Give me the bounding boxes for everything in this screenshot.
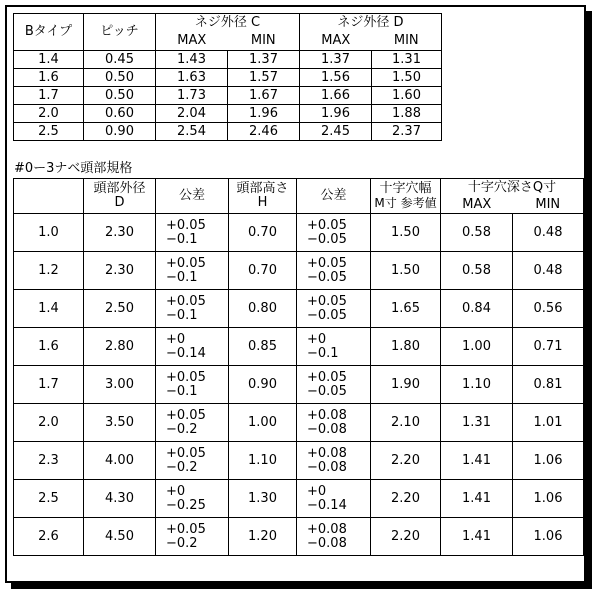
tolerance-h-cell	[297, 366, 371, 404]
tolerance-minus: −0.2	[166, 421, 198, 437]
cross-width-cell: 2.20	[371, 480, 441, 518]
cross-depth-min-cell: 1.06	[513, 480, 584, 518]
tolerance-d-cell	[156, 328, 229, 366]
table-cell: 1.4	[14, 51, 84, 69]
cross-width-cell: 1.50	[371, 252, 441, 290]
table-cell: 1.88	[372, 105, 442, 123]
cross-depth-min-cell: 1.06	[513, 518, 584, 556]
header-q-min: MIN	[513, 196, 584, 214]
tolerance-d-cell	[156, 442, 229, 480]
tolerance-h-cell	[297, 290, 371, 328]
header-pitch: ピッチ	[84, 14, 156, 51]
cross-width-cell: 2.20	[371, 518, 441, 556]
tolerance-d-cell	[156, 290, 229, 328]
tolerance-plus: +0.05	[166, 217, 206, 233]
table-row	[14, 87, 442, 105]
header-c-min: MIN	[228, 32, 300, 51]
table-cell: 0.60	[84, 105, 156, 123]
cross-depth-min-cell: 0.48	[513, 252, 584, 290]
head-height-cell: 0.70	[229, 252, 297, 290]
cross-depth-min-cell: 0.71	[513, 328, 584, 366]
header-q-max: MAX	[441, 196, 513, 214]
tolerance-plus: +0	[307, 483, 327, 499]
cross-depth-max-cell: 1.31	[441, 404, 513, 442]
table-cell: 0.90	[84, 123, 156, 141]
head-diameter-cell: 3.50	[84, 404, 156, 442]
cross-depth-max-cell: 1.10	[441, 366, 513, 404]
tolerance-plus: +0.05	[307, 255, 347, 271]
cross-width-cell: 1.80	[371, 328, 441, 366]
head-diameter-cell: 4.30	[84, 480, 156, 518]
tolerance-d-cell	[156, 214, 229, 252]
size-cell: 2.5	[14, 480, 84, 518]
table-cell: 1.50	[372, 69, 442, 87]
head-diameter-cell: 4.50	[84, 518, 156, 556]
size-cell: 2.3	[14, 442, 84, 480]
size-cell: 1.2	[14, 252, 84, 290]
cross-depth-max-cell: 0.58	[441, 214, 513, 252]
table-cell: 1.57	[228, 69, 300, 87]
header-head-height-label: 頭部高さ	[236, 181, 289, 196]
head-height-cell: 0.85	[229, 328, 297, 366]
table-cell: 2.45	[300, 123, 372, 141]
table-cell: 1.56	[300, 69, 372, 87]
cross-width-cell: 1.90	[371, 366, 441, 404]
cross-depth-max-cell: 1.00	[441, 328, 513, 366]
tolerance-minus: −0.1	[307, 345, 339, 361]
table-row	[14, 123, 442, 141]
size-cell: 2.0	[14, 404, 84, 442]
head-height-cell: 1.00	[229, 404, 297, 442]
head-diameter-cell: 4.00	[84, 442, 156, 480]
table-row	[14, 51, 442, 69]
tolerance-plus: +0.05	[166, 407, 206, 423]
table-cell: 2.37	[372, 123, 442, 141]
table-cell: 1.96	[300, 105, 372, 123]
header-cross-width	[371, 179, 441, 214]
table-cell: 1.6	[14, 69, 84, 87]
table-cell: 1.37	[228, 51, 300, 69]
table-row	[14, 442, 584, 480]
tolerance-plus: +0.05	[307, 293, 347, 309]
head-diameter-cell: 2.30	[84, 214, 156, 252]
table-row	[14, 105, 442, 123]
header-c-max: MAX	[156, 32, 228, 51]
header-outer-diameter-d: ネジ外径 D	[300, 14, 442, 33]
cross-depth-max-cell: 0.58	[441, 252, 513, 290]
tolerance-plus: +0.08	[307, 407, 347, 423]
tolerance-d-cell	[156, 252, 229, 290]
tolerance-plus: +0.05	[307, 369, 347, 385]
tolerance-minus: −0.14	[307, 497, 347, 513]
header-head-height-symbol: H	[257, 195, 268, 210]
head-height-cell: 0.80	[229, 290, 297, 328]
table-row	[14, 69, 442, 87]
head-diameter-cell: 2.80	[84, 328, 156, 366]
tolerance-minus: −0.05	[307, 269, 347, 285]
tolerance-minus: −0.25	[166, 497, 206, 513]
tolerance-minus: −0.08	[307, 535, 347, 551]
cross-width-cell: 1.65	[371, 290, 441, 328]
head-diameter-cell: 2.50	[84, 290, 156, 328]
tolerance-minus: −0.1	[166, 231, 198, 247]
header-cross-width-label: 十字穴幅	[379, 180, 432, 196]
tolerance-h-cell	[297, 328, 371, 366]
table-cell: 2.54	[156, 123, 228, 141]
table-row	[14, 404, 584, 442]
tolerance-d-cell	[156, 518, 229, 556]
tolerance-minus: −0.05	[307, 383, 347, 399]
header-tolerance-h: 公差	[297, 179, 371, 214]
table-row	[14, 328, 584, 366]
tolerance-plus: +0.05	[166, 293, 206, 309]
tolerance-minus: −0.2	[166, 459, 198, 475]
cross-depth-min-cell: 1.06	[513, 442, 584, 480]
table-row	[14, 214, 584, 252]
table-cell: 1.67	[228, 87, 300, 105]
tolerance-h-cell	[297, 442, 371, 480]
header-b-type: Bタイプ	[14, 14, 84, 51]
tolerance-minus: −0.05	[307, 231, 347, 247]
cross-width-cell: 2.10	[371, 404, 441, 442]
tolerance-h-cell	[297, 252, 371, 290]
header-tolerance-d: 公差	[156, 179, 229, 214]
cross-depth-max-cell: 0.84	[441, 290, 513, 328]
cross-depth-max-cell: 1.41	[441, 480, 513, 518]
table-row	[14, 366, 584, 404]
header-cross-depth: 十字穴深さQ寸	[441, 179, 584, 197]
tolerance-plus: +0.05	[166, 369, 206, 385]
tolerance-minus: −0.1	[166, 307, 198, 323]
section-caption: #0ー3ナベ頭部規格	[14, 161, 133, 176]
tolerance-d-cell	[156, 404, 229, 442]
tolerance-minus: −0.2	[166, 535, 198, 551]
head-height-cell: 1.10	[229, 442, 297, 480]
tolerance-minus: −0.08	[307, 421, 347, 437]
tolerance-plus: +0.05	[166, 445, 206, 461]
cross-width-cell: 1.50	[371, 214, 441, 252]
header-head-height	[229, 179, 297, 214]
table-cell: 0.50	[84, 69, 156, 87]
table-cell: 1.37	[300, 51, 372, 69]
table-cell: 1.7	[14, 87, 84, 105]
head-diameter-cell: 3.00	[84, 366, 156, 404]
table-cell: 1.31	[372, 51, 442, 69]
cross-width-cell: 2.20	[371, 442, 441, 480]
tolerance-plus: +0.05	[166, 521, 206, 537]
head-height-cell: 1.20	[229, 518, 297, 556]
table-cell: 2.0	[14, 105, 84, 123]
table-cell: 1.73	[156, 87, 228, 105]
header-cross-width-sub: M寸 参考値	[374, 195, 437, 210]
table-cell: 2.5	[14, 123, 84, 141]
tolerance-minus: −0.14	[166, 345, 206, 361]
tolerance-d-cell	[156, 366, 229, 404]
tolerance-minus: −0.08	[307, 459, 347, 475]
tolerance-h-cell	[297, 404, 371, 442]
pan-head-spec-table	[13, 178, 584, 556]
tolerance-plus: +0	[166, 331, 186, 347]
table-cell: 2.46	[228, 123, 300, 141]
table-cell: 1.63	[156, 69, 228, 87]
tolerance-plus: +0.08	[307, 521, 347, 537]
cross-depth-max-cell: 1.41	[441, 518, 513, 556]
b-type-pitch-table	[13, 13, 442, 141]
size-cell: 1.6	[14, 328, 84, 366]
tolerance-d-cell	[156, 480, 229, 518]
head-height-cell: 1.30	[229, 480, 297, 518]
head-height-cell: 0.90	[229, 366, 297, 404]
size-cell: 1.4	[14, 290, 84, 328]
tolerance-h-cell	[297, 480, 371, 518]
table-cell: 0.50	[84, 87, 156, 105]
tolerance-plus: +0.05	[307, 217, 347, 233]
size-cell: 1.0	[14, 214, 84, 252]
table-cell: 1.66	[300, 87, 372, 105]
head-diameter-cell: 2.30	[84, 252, 156, 290]
cross-depth-min-cell: 0.81	[513, 366, 584, 404]
size-cell: 2.6	[14, 518, 84, 556]
header-head-diameter-label: 頭部外径	[93, 181, 146, 196]
table-row	[14, 290, 584, 328]
tolerance-plus: +0	[166, 483, 186, 499]
header-outer-diameter-c: ネジ外径 C	[156, 14, 300, 33]
table-cell: 1.96	[228, 105, 300, 123]
table-cell: 0.45	[84, 51, 156, 69]
table-row	[14, 518, 584, 556]
cross-depth-max-cell: 1.41	[441, 442, 513, 480]
head-height-cell: 0.70	[229, 214, 297, 252]
tolerance-plus: +0	[307, 331, 327, 347]
header-head-diameter	[84, 179, 156, 214]
header-d-max: MAX	[300, 32, 372, 51]
header-d-min: MIN	[372, 32, 442, 51]
tolerance-minus: −0.1	[166, 383, 198, 399]
tolerance-minus: −0.1	[166, 269, 198, 285]
header-size	[14, 179, 84, 214]
cross-depth-min-cell: 1.01	[513, 404, 584, 442]
tolerance-minus: −0.05	[307, 307, 347, 323]
table-cell: 2.04	[156, 105, 228, 123]
header-head-diameter-symbol: D	[114, 195, 125, 210]
cross-depth-min-cell: 0.56	[513, 290, 584, 328]
tolerance-h-cell	[297, 214, 371, 252]
cross-depth-min-cell: 0.48	[513, 214, 584, 252]
tolerance-h-cell	[297, 518, 371, 556]
tolerance-plus: +0.08	[307, 445, 347, 461]
table-row	[14, 252, 584, 290]
table-row	[14, 480, 584, 518]
table-cell: 1.60	[372, 87, 442, 105]
size-cell: 1.7	[14, 366, 84, 404]
tolerance-plus: +0.05	[166, 255, 206, 271]
table-cell: 1.43	[156, 51, 228, 69]
